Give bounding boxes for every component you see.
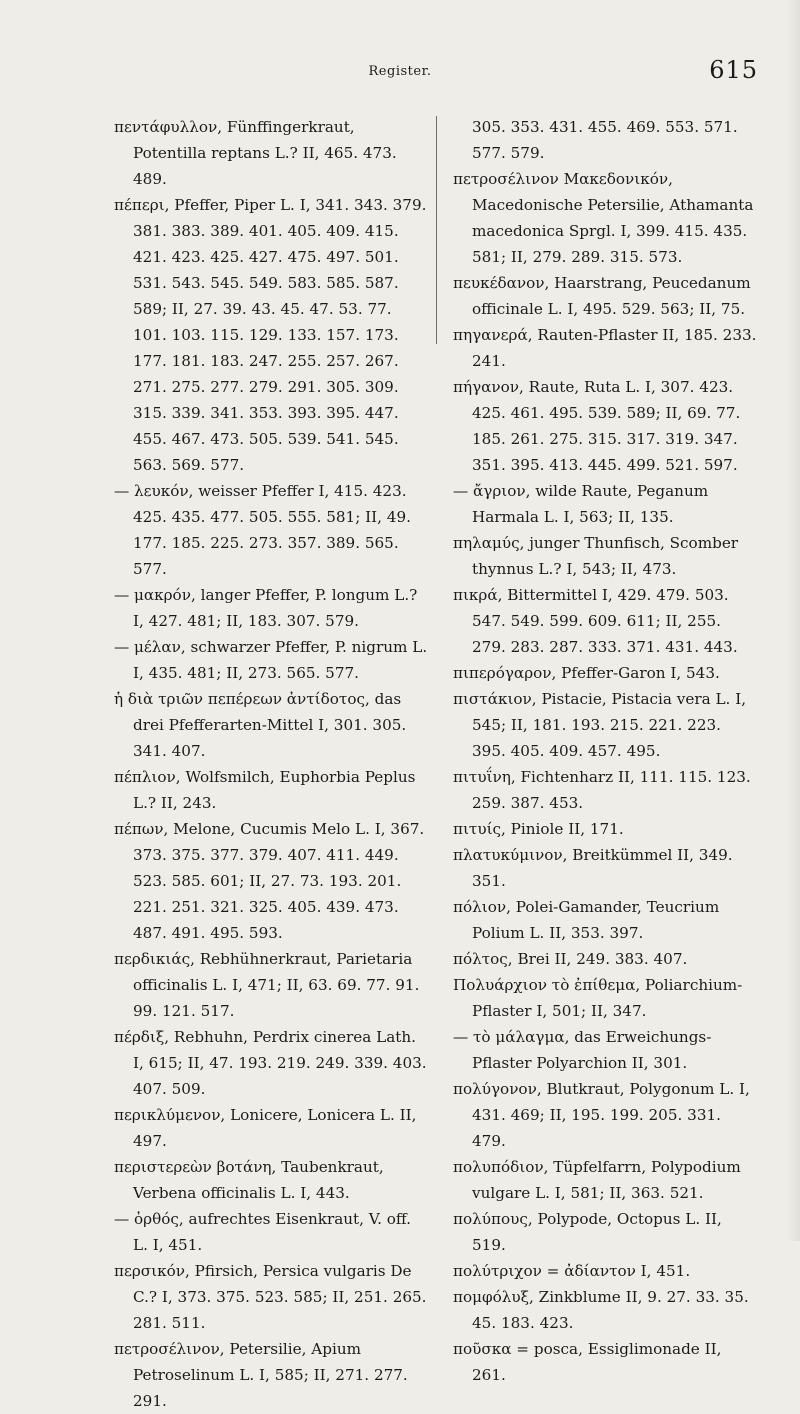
index-entry: περδικιάς, Rebhühnerkraut, Parietaria officinalis L. I, 471; II, 63. 69. 77. 91. 99. 121. 517. <box>114 950 420 1020</box>
index-entry: — μέλαν, schwarzer Pfeffer, P. nigrum L. I, 435. 481; II, 273. 565. 577. <box>114 638 428 682</box>
index-entry: πλατυκύμινον, Breitkümmel II, 349. 351. <box>453 846 733 890</box>
index-entry: πέπερι, Pfeffer, Piper L. I, 341. 343. 379. 381. 383. 389. 401. 405. 409. 415. 421. 423. 425. 427. 475. 497. 501. 531. 543. 545. 549. 583. 585. 587. 589; II, 27. 39. 43. 45. 47. 53. 77. 101. 103. 115. 129. 133. 157. 173. 177. 181. 183. 247. 255. 257. 267. 271. 275. 277. 279. 291. 305. 309. 315. 339. 341. 353. 393. 395. 447. 455. 467. 473. 505. 539. 541. 545. 563. 569. 577. <box>114 196 427 474</box>
index-entry: πόλιον, Polei-Gamander, Teucrium Polium L. II, 353. 397. <box>453 898 720 942</box>
index-entry: — ἄγριον, wilde Raute, Peganum Harmala L. I, 563; II, 135. <box>453 482 709 526</box>
index-entry: πετροσέλινον Μακεδονικόν, Macedonische Petersilie, Athamanta macedonica Sprgl. I, 399. 415. 435. 581; II, 279. 289. 315. 573. <box>453 170 754 266</box>
index-entry: πιπερόγαρον, Pfeffer-Garon I, 543. <box>453 664 720 682</box>
index-entry: — λευκόν, weisser Pfeffer I, 415. 423. 425. 435. 477. 505. 555. 581; II, 49. 177. 185. 225. 273. 357. 389. 565. 577. <box>114 482 411 578</box>
index-entry: περσικόν, Pfirsich, Persica vulgaris De C.? I, 373. 375. 523. 585; II, 251. 265. 281. 511. <box>114 1262 427 1332</box>
index-entry: ἡ διὰ τριῶν πεπέρεων ἀντίδοτος, das drei Pfefferarten-Mittel I, 301. 305. 341. 407. <box>114 690 407 760</box>
index-entry: πιτυίς, Piniole II, 171. <box>453 820 624 838</box>
index-entry: πευκέδανον, Haarstrang, Peucedanum officinale L. I, 495. 529. 563; II, 75. <box>453 274 751 318</box>
index-entry: πετροσέλινον, Petersilie, Apium Petroselinum L. I, 585; II, 271. 277. 291. <box>114 1340 408 1410</box>
index-entry: πολύπους, Polypode, Octopus L. II, 519. <box>453 1210 722 1254</box>
index-entry: πομφόλυξ, Zinkblume II, 9. 27. 33. 35. 45. 183. 423. <box>453 1288 749 1332</box>
index-entry: πόλτος, Brei II, 249. 383. 407. <box>453 950 688 968</box>
index-entry: πολύτριχον = ἀδίαντον I, 451. <box>453 1262 691 1280</box>
index-entry: πέρδιξ, Rebhuhn, Perdrix cinerea Lath. I, 615; II, 47. 193. 219. 249. 339. 403. 407. 509. <box>114 1028 427 1098</box>
index-entry: πέπλιον, Wolfsmilch, Euphorbia Peplus L.? II, 243. <box>114 768 416 812</box>
index-entry: — τὸ μάλαγμα, das Erweichungs-Pflaster Polyarchion II, 301. <box>453 1028 712 1072</box>
index-entry: ποῦσκα = posca, Essiglimonade II, 261. <box>453 1340 722 1384</box>
index-entry: περιστερεὼν βοτάνη, Taubenkraut, Verbena officinalis L. I, 443. <box>114 1158 384 1202</box>
index-entry: πηλαμύς, junger Thunfisch, Scomber thynnus L.? I, 543; II, 473. <box>453 534 739 578</box>
index-entry: πολυπόδιον, Tüpfelfarrn, Polypodium vulgare L. I, 581; II, 363. 521. <box>453 1158 741 1202</box>
index-entry: — μακρόν, langer Pfeffer, P. longum L.? I, 427. 481; II, 183. 307. 579. <box>114 586 418 630</box>
index-entry: πήγανον, Raute, Ruta L. I, 307. 423. 425. 461. 495. 539. 589; II, 69. 77. 185. 261. 275. 315. 317. 319. 347. 351. 395. 413. 445. 499. 521. 597. <box>453 378 741 474</box>
index-entry: πολύγονον, Blutkraut, Polygonum L. I, 431. 469; II, 195. 199. 205. 331. 479. <box>453 1080 750 1150</box>
index-entry: Πολυάρχιον τὸ ἐπίθεμα, Poliarchium-Pflaster I, 501; II, 347. <box>453 976 743 1020</box>
running-header: Register. <box>368 64 432 79</box>
index-entry: περικλύμενον, Lonicere, Lonicera L. II, 497. <box>114 1106 417 1150</box>
index-entry: πέπων, Melone, Cucumis Melo L. I, 367. 373. 375. 377. 379. 407. 411. 449. 523. 585. 601; II, 27. 73. 193. 201. 221. 251. 321. 325. 405. 439. 473. 487. 491. 495. 593. <box>114 820 425 942</box>
index-entry: πικρά, Bittermittel I, 429. 479. 503. 547. 549. 599. 609. 611; II, 255. 279. 283. 287. 333. 371. 431. 443. <box>453 586 738 656</box>
index-entry: πεντάφυλλον, Fünffingerkraut, Potentilla reptans L.? II, 465. 473. 489. <box>114 118 397 188</box>
right-column <box>453 114 758 1388</box>
index-entry: πιτυΐνη, Fichtenharz II, 111. 115. 123. 259. 387. 453. <box>453 768 751 812</box>
index-entry: 305. 353. 431. 455. 469. 553. 571. 577. 579. <box>472 118 738 162</box>
page-edge-shadow <box>786 0 800 1241</box>
index-entry: πιστάκιον, Pistacie, Pistacia vera L. I, 545; II, 181. 193. 215. 221. 223. 395. 405. 409. 457. 495. <box>453 690 747 760</box>
column-divider <box>436 116 437 344</box>
page-number: 615 <box>709 56 758 84</box>
index-entry: — ὀρθός, aufrechtes Eisenkraut, V. off. L. I, 451. <box>114 1210 411 1254</box>
index-entry: πηγανερά, Rauten-Pflaster II, 185. 233. 241. <box>453 326 757 370</box>
left-column <box>114 114 428 1414</box>
